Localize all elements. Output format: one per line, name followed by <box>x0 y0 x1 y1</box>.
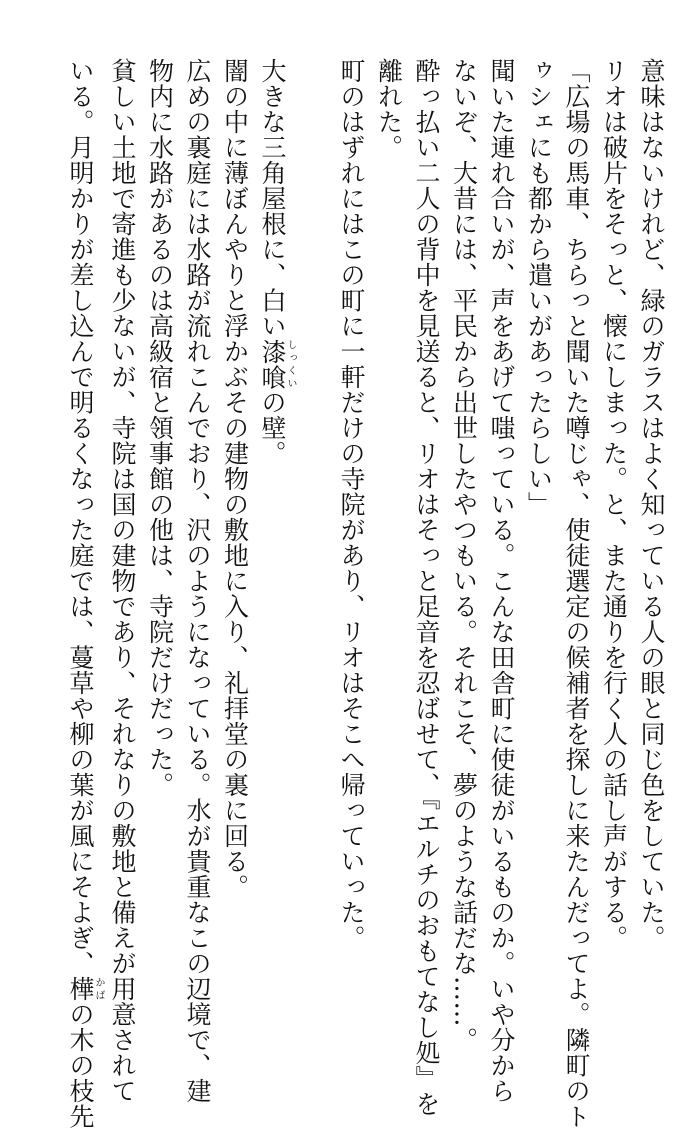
text-line-15-after: の木の枝先 <box>66 1002 95 1129</box>
text-line-13: 物内に水路があるのは高級宿と領事館の他は、寺院だけだった。 <box>141 58 179 978</box>
text-line-4: ゥシェにも都から遣いがあったらしい」 <box>520 58 558 978</box>
text-line-5: 聞いた連れ合いが、声をあげて嗤っている。こんな田舎町に使徒がいるものか。いや分から <box>483 58 521 978</box>
text-line-6: ないぞ、大昔には、平民から出世したやつもいる。それこそ、夢のような話だな……。 <box>445 58 483 978</box>
text-line-9-text: 町のはずれにはこの町に一軒だけの寺院があり、リオはそこへ帰っていった。 <box>337 58 366 951</box>
text-line-10 <box>254 58 296 978</box>
text-line-2: リオは破片をそっと、懐にしまった。と、また通りを行く人の話し声がする。 <box>595 58 633 978</box>
text-line-3: 「広場の馬車、ちらっと聞いた噂じゃ、使徒選定の候補者を探しに来たんだってよ。隣町のト <box>558 58 596 978</box>
text-line-15 <box>62 58 104 978</box>
text-line-14: 貧しい土地で寄進も少ないが、寺院は国の建物であり、それなりの敷地と備えが用意されて <box>104 58 142 978</box>
text-line-11: 闇の中に薄ぼんやりと浮かぶその建物の敷地に入り、礼拝堂の裏に回る。 <box>216 58 254 978</box>
ruby-reading-shikkui: しっくい <box>285 339 296 390</box>
text-line-12: 広めの裏庭には水路が流れこんでおり、沢のようになっている。水が貴重なこの辺境で、建 <box>179 58 217 978</box>
ruby-base-shikkui: 漆喰 <box>258 339 287 390</box>
text-line-1: 意味はないけれど、緑のガラスはよく知っている人の眼と同じ色をしていた。 <box>633 58 671 978</box>
text-line-7: 酔っ払い二人の背中を見送ると、リオはそっと足音を忍ばせて、『エルチのおもてなし処』を <box>408 58 446 978</box>
text-line-10-before: 大きな三角屋根に、白い <box>258 58 287 339</box>
text-line-15-before: いる。月明かりが差し込んで明るくなった庭では、蔓草や柳の葉が風にそよぎ、 <box>66 58 95 976</box>
furigana-kaba <box>66 976 95 1002</box>
text-line-10-after: の壁。 <box>258 390 287 467</box>
text-line-8: 離れた。 <box>370 58 408 978</box>
ruby-reading-kaba: かば <box>93 976 104 1002</box>
vertical-text-body <box>30 58 670 978</box>
text-line-9 <box>333 58 371 978</box>
ruby-base-kaba: 樺 <box>66 976 95 1002</box>
furigana-shikkui <box>258 339 287 390</box>
